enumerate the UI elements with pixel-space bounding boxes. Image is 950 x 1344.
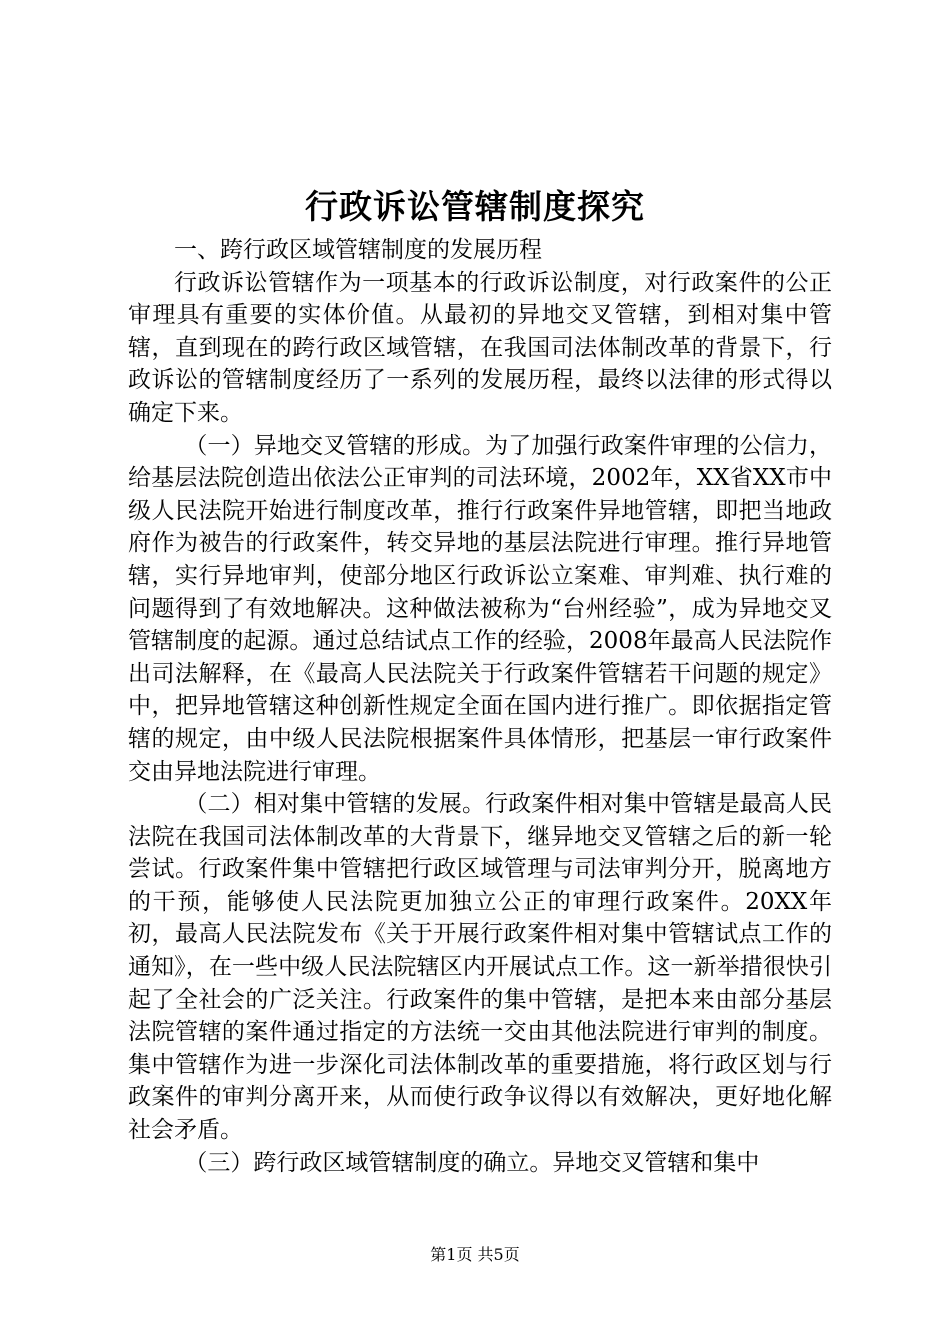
document-title: 行政诉讼管辖制度探究 [305,187,645,226]
paragraph-intro: 行政诉讼管辖作为一项基本的行政诉讼制度，对行政案件的公正审理具有重要的实体价值。从最初的异地交叉管辖，到相对集中管辖，直到现在的跨行政区域管辖，在我国司法体制改革的背景下，行政诉讼的管辖制度经历了一系列的发展历程，最终以法律的形式得以确定下来。 [128,269,832,426]
section-heading: 一、跨行政区域管辖制度的发展历程 [174,237,542,263]
page-number-footer: 第1页 共5页 [430,1245,520,1264]
paragraph-subsection-3: （三）跨行政区域管辖制度的确立。异地交叉管辖和集中 [184,1149,760,1176]
paragraph-subsection-1: （一）异地交叉管辖的形成。为了加强行政案件审理的公信力，给基层法院创造出依法公正审判的司法环境，2002年，XX省XX市中级人民法院开始进行制度改革，推行行政案件异地管辖，即把当地政府作为被告的行政案件，转交异地的基层法院进行审理。推行异地管辖，实行异地审判，使部分地区行政诉讼立案难、审判难、执行难的问题得到了有效地解决。这种做法被称为“台州经验”，成为异地交叉管辖制度的起源。通过总结试点工作的经验，2008年最高人民法院作出司法解释，在《最高人民法院关于行政案件管辖若干问题的规定》中，把异地管辖这种创新性规定全面在国内进行推广。即依据指定管辖的规定，由中级人民法院根据案件具体情形，把基层一审行政案件交由异地法院进行审理。 [128,432,832,785]
document-body [128,234,832,1179]
paragraph-subsection-2: （二）相对集中管辖的发展。行政案件相对集中管辖是最高人民法院在我国司法体制改革的大背景下，继异地交叉管辖之后的新一轮尝试。行政案件集中管辖把行政区域管理与司法审判分开，脱离地方的干预，能够使人民法院更加独立公正的审理行政案件。20XX年初，最高人民法院发布《关于开展行政案件相对集中管辖试点工作的通知》，在一些中级人民法院辖区内开展试点工作。这一新举措很快引起了全社会的广泛关注。行政案件的集中管辖，是把本来由部分基层法院管辖的案件通过指定的方法统一交由其他法院进行审判的制度。集中管辖作为进一步深化司法体制改革的重要措施，将行政区划与行政案件的审判分离开来，从而使行政争议得以有效解决，更好地化解社会矛盾。 [128,791,832,1144]
